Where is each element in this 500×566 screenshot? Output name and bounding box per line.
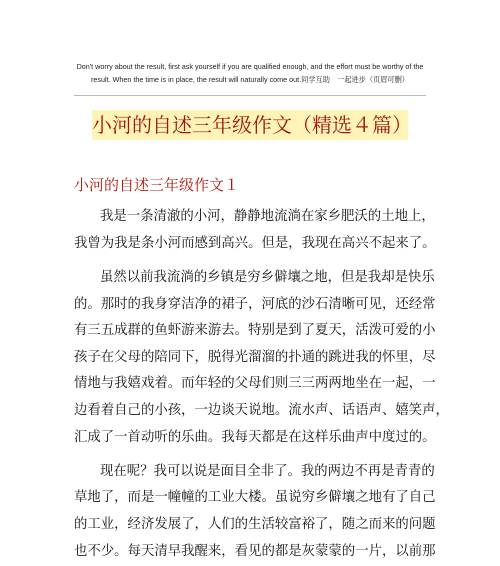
- paragraph-line: 虽然以前我流淌的乡镇是穷乡僻壤之地，但是我却是快乐: [100, 270, 435, 285]
- paragraph-line: 情地与我嬉戏着。而年轻的父母们则三三两两地坐在一起，一: [74, 376, 436, 391]
- header-note-line-2: result. When the time is in place, the result will naturally come out.同学互助 一起进步（页眉可删）: [91, 75, 409, 84]
- paragraph-line: 边看着自己的小孩，一边谈天说地。流水声、话语声、嬉笑声，: [74, 403, 449, 418]
- paragraph-line: 有三五成群的鱼虾游来游去。特别是到了夏天，活泼可爱的小: [74, 323, 436, 338]
- paragraph-line: 我曾为我是条小河而感到高兴。但是，我现在高兴不起来了。: [74, 236, 436, 251]
- document-title: 小河的自述三年级作文（精选４篇）: [92, 110, 408, 140]
- paragraph-line: 草地了，而是一幢幢的工业大楼。虽说穷乡僻壤之地有了自己: [74, 490, 436, 505]
- paragraph-line: 现在呢？我可以说是面目全非了。我的两边不再是青青的: [100, 464, 435, 479]
- paragraph-line: 孩子在父母的陪同下，脱得光溜溜的扑通的跳进我的怀里，尽: [74, 350, 436, 365]
- paragraph-line: 汇成了一首动听的乐曲。我每天都是在这样乐曲声中度过的。: [74, 430, 436, 445]
- paragraph-line: 我是一条清澈的小河，静静地流淌在家乡肥沃的土地上，: [100, 209, 435, 224]
- paragraph-line: 的。那时的我身穿洁净的裙子，河底的沙石清晰可见，还经常: [74, 297, 436, 312]
- header-note-line-1: Don't worry about the result, first ask yourself if you are qualified enough, and the effort must be worthy of the: [76, 62, 424, 71]
- section-heading: 小河的自述三年级作文１: [74, 176, 240, 194]
- paragraph-line: 的工业，经济发展了，人们的生活较富裕了，随之而来的问题: [74, 517, 436, 532]
- paragraph-line: 也不少。每天清早我醒来，看见的都是灰蒙蒙的一片，以前那: [74, 544, 436, 559]
